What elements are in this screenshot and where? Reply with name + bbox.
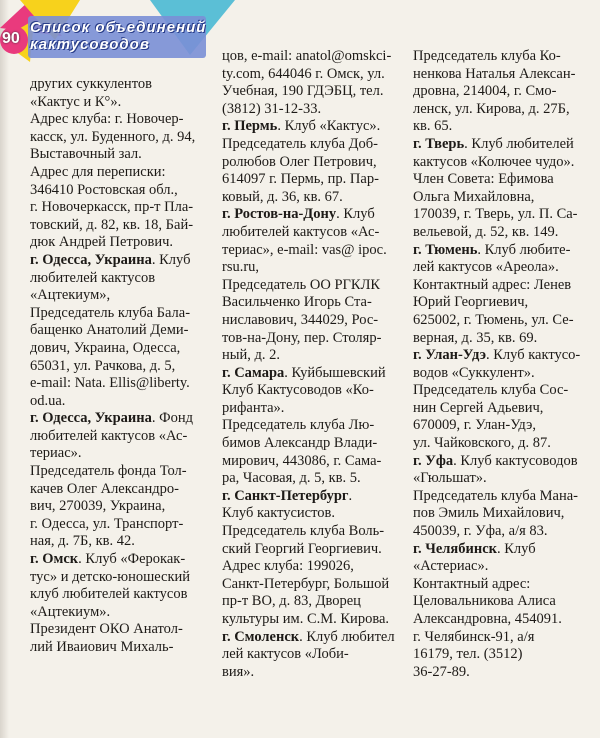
city-name: г. Пермь <box>222 118 278 135</box>
text-line <box>30 217 195 235</box>
line-text: вельевой, д. 52, кв. 149. <box>413 223 559 240</box>
line-text: Президент ОКО Анатол- <box>30 621 183 638</box>
text-line <box>413 206 580 224</box>
line-text: (3812) 31-12-33. <box>222 100 322 117</box>
line-text: Адрес для переписки: <box>30 163 166 180</box>
text-line <box>222 154 395 172</box>
city-name: г. Тюмень <box>413 241 478 258</box>
text-line <box>30 111 195 129</box>
line-text: дович, Украина, Одесса, <box>30 339 181 356</box>
text-line <box>413 382 580 400</box>
city-name: г. Ростов-на-Дону <box>222 206 337 223</box>
text-line <box>222 593 395 611</box>
text-line <box>222 488 395 506</box>
city-name: г. Одесса, Украина <box>30 410 152 427</box>
line-text: . Клуб <box>497 540 536 557</box>
text-line <box>30 621 195 639</box>
line-text: Председатель клуба Сос- <box>413 382 569 399</box>
text-line <box>30 322 195 340</box>
line-text: 16179, тел. (3512) <box>413 646 523 663</box>
line-text: Целовальникова Алиса <box>413 593 556 610</box>
line-text: кв. 65. <box>413 118 453 135</box>
text-line <box>413 365 580 383</box>
line-text: Председатель ОО РГКЛК <box>222 276 381 293</box>
line-text: дровна, 214004, г. Смо- <box>413 83 557 100</box>
line-text: Председатель клуба Воль- <box>222 523 385 540</box>
line-text: лий Иваиович Михаль- <box>30 639 174 655</box>
text-line <box>222 417 395 435</box>
text-line <box>413 136 580 154</box>
line-text: Учебная, 190 ГДЭБЦ, тел. <box>222 83 384 100</box>
line-text: любителей кактусов <box>30 269 156 286</box>
line-text: «Гюльшат». <box>413 470 487 487</box>
line-text: культуры им. С.М. Кирова. <box>222 611 390 627</box>
text-line <box>30 410 195 428</box>
text-line <box>30 164 195 182</box>
line-text: тус» и детско-юношеский <box>30 568 191 585</box>
line-text: 36-27-89. <box>413 663 470 680</box>
page-spine-shadow <box>0 0 9 738</box>
text-line <box>413 453 580 471</box>
line-text: Контактный адрес: <box>413 575 531 592</box>
line-text: «Ацтекиум». <box>30 603 111 620</box>
text-line <box>413 330 580 348</box>
city-name: г. Смоленск <box>222 628 300 645</box>
section-title <box>30 19 206 53</box>
text-line <box>413 523 580 541</box>
line-text: ра, Часовая, д. 5, кв. 5. <box>222 470 361 487</box>
line-text: 625002, г. Тюмень, ул. Се- <box>413 311 574 328</box>
line-text: ленск, ул. Кирова, д. 27Б, <box>413 100 570 117</box>
text-line <box>30 639 195 657</box>
text-line <box>413 435 580 453</box>
line-text: Председатель клуба Лю- <box>222 417 375 434</box>
text-line <box>222 294 395 312</box>
text-line <box>222 505 395 523</box>
text-line <box>30 375 195 393</box>
text-line <box>413 347 580 365</box>
line-text: rsu.ru, <box>222 259 260 276</box>
line-text: 450039, г. Уфа, а/я 83. <box>413 523 548 540</box>
text-line <box>413 400 580 418</box>
text-line <box>222 242 395 260</box>
line-text: Ольга Михайловна, <box>413 188 535 205</box>
text-line <box>413 470 580 488</box>
line-text: Санкт-Петербург, Большой <box>222 575 390 592</box>
line-text: ский Георгий Георгиевич. <box>222 540 382 557</box>
line-text: териас», e-mail: vas@ ipoc. <box>222 241 387 258</box>
text-line <box>222 66 395 84</box>
text-line <box>222 101 395 119</box>
line-text: териас». <box>30 445 82 462</box>
line-text: «Кактус и К°». <box>30 93 122 110</box>
line-text: «Астериас». <box>413 558 489 575</box>
line-text: Клуб кактусистов. <box>222 505 335 522</box>
text-line <box>222 400 395 418</box>
line-text: тов-на-Дону, пер. Столяр- <box>222 329 382 346</box>
city-name: г. Омск <box>30 551 79 568</box>
text-line <box>222 312 395 330</box>
line-text: Адрес клуба: 199026, <box>222 558 354 575</box>
line-text: г. Челябинск-91, а/я <box>413 628 535 645</box>
text-line <box>30 533 195 551</box>
text-line <box>413 558 580 576</box>
line-text: Председатель клуба Ко- <box>413 48 561 64</box>
line-text: ty.com, 644046 г. Омск, ул. <box>222 65 385 82</box>
text-line <box>413 277 580 295</box>
text-line <box>30 604 195 622</box>
text-line <box>30 428 195 446</box>
text-line <box>30 270 195 288</box>
line-text: Выставочный зал. <box>30 146 142 163</box>
text-line <box>30 358 195 376</box>
text-line <box>30 305 195 323</box>
text-column-1 <box>30 76 195 657</box>
line-text: . Клуб <box>336 206 375 223</box>
line-text: лей кактусов «Лоби- <box>222 646 349 663</box>
line-text: Васильченко Игорь Ста- <box>222 294 372 311</box>
line-text: цов, e-mail: anatol@omskci- <box>222 48 392 64</box>
text-line <box>30 129 195 147</box>
line-text: любителей кактусов «Ас- <box>222 223 380 240</box>
line-text: Клуб Кактусоводов «Ко- <box>222 382 374 399</box>
line-text: 346410 Ростовская обл., <box>30 181 178 198</box>
text-line <box>222 558 395 576</box>
text-line <box>30 516 195 534</box>
text-line <box>413 629 580 647</box>
line-text: рифанта». <box>222 399 285 416</box>
text-line <box>413 171 580 189</box>
line-text: 670009, г. Улан-Удэ, <box>413 417 537 434</box>
text-line <box>413 541 580 559</box>
text-line <box>30 234 195 252</box>
line-text: Член Совета: Ефимова <box>413 171 554 188</box>
line-text: клуб любителей кактусов <box>30 586 188 603</box>
line-text: г. Одесса, ул. Транспорт- <box>30 515 184 532</box>
text-line <box>413 48 580 66</box>
line-text: . <box>348 487 353 504</box>
text-line <box>413 312 580 330</box>
text-line <box>30 340 195 358</box>
line-text: вия». <box>222 663 255 680</box>
city-name: г. Улан-Удэ <box>413 347 486 364</box>
page-number: 90 <box>2 30 20 47</box>
line-text: бащенко Анатолий Деми- <box>30 322 189 339</box>
section-title-line-2: кактусоводов <box>30 36 150 53</box>
text-line <box>413 593 580 611</box>
line-text: . Куйбышевский <box>284 364 386 381</box>
line-text: вич, 270039, Украина, <box>30 498 166 515</box>
text-line <box>222 470 395 488</box>
line-text: . Клуб любителей <box>464 135 574 152</box>
line-text: ул. Чайковского, д. 87. <box>413 435 551 452</box>
city-name: г. Уфа <box>413 452 454 469</box>
text-line <box>30 569 195 587</box>
text-line <box>413 259 580 277</box>
text-line <box>222 629 395 647</box>
line-text: Юрий Георгиевич, <box>413 294 529 311</box>
text-line <box>222 224 395 242</box>
text-line <box>30 146 195 164</box>
text-line <box>30 94 195 112</box>
line-text: Председатель фонда Тол- <box>30 463 187 480</box>
line-text: Председатель клуба Мана- <box>413 487 579 504</box>
line-text: кактусов «Колючее чудо». <box>413 153 575 170</box>
text-line <box>413 154 580 172</box>
line-text: товский, д. 82, кв. 18, Бай- <box>30 216 194 233</box>
text-line <box>413 664 580 682</box>
line-text: любителей кактусов «Ас- <box>30 427 188 444</box>
line-text: нин Сергей Адьевич, <box>413 399 544 416</box>
city-name: г. Одесса, Украина <box>30 251 152 268</box>
line-text: 170039, г. Тверь, ул. П. Са- <box>413 206 578 223</box>
line-text: . Клуб любите- <box>477 241 571 258</box>
city-name: г. Санкт-Петербург <box>222 487 349 504</box>
line-text: ная, д. 7Б, кв. 42. <box>30 533 135 550</box>
text-line <box>30 252 195 270</box>
line-text: ролюбов Олег Петрович, <box>222 153 377 170</box>
line-text: г. Новочеркасск, пр-т Пла- <box>30 199 194 216</box>
line-text: Александровна, 454091. <box>413 611 562 627</box>
line-text: мирович, 443086, г. Сама- <box>222 452 382 469</box>
text-line <box>222 206 395 224</box>
text-line <box>222 171 395 189</box>
text-line <box>30 481 195 499</box>
text-line <box>222 83 395 101</box>
text-line <box>30 393 195 411</box>
text-line <box>222 664 395 682</box>
section-title-line-1: Список объединений <box>30 19 207 36</box>
line-text: бимов Александр Влади- <box>222 435 378 452</box>
text-line <box>222 347 395 365</box>
line-text: . Клуб кактусоводов <box>453 452 578 469</box>
section-header <box>0 0 240 72</box>
line-text: качев Олег Александро- <box>30 480 179 497</box>
text-column-2 <box>222 48 395 681</box>
text-line <box>413 118 580 136</box>
text-line <box>30 445 195 463</box>
line-text: Контактный адрес: Ленев <box>413 276 572 293</box>
text-line <box>30 551 195 569</box>
text-line <box>30 199 195 217</box>
text-line <box>30 287 195 305</box>
line-text: «Ацтекиум», <box>30 287 111 304</box>
text-line <box>413 242 580 260</box>
text-line <box>222 611 395 629</box>
text-line <box>222 48 395 66</box>
line-text: ниславович, 344029, Рос- <box>222 311 379 328</box>
text-line <box>30 586 195 604</box>
text-line <box>413 224 580 242</box>
city-name: г. Тверь <box>413 135 465 152</box>
line-text: Председатель клуба Доб- <box>222 135 379 152</box>
text-column-3 <box>413 48 580 681</box>
text-line <box>222 277 395 295</box>
line-text: ный, д. 2. <box>222 347 281 364</box>
text-line <box>413 576 580 594</box>
text-line <box>30 498 195 516</box>
text-line <box>413 189 580 207</box>
text-line <box>222 365 395 383</box>
text-line <box>413 488 580 506</box>
text-line <box>30 76 195 94</box>
line-text: ковый, д. 36, кв. 67. <box>222 188 343 205</box>
text-line <box>413 611 580 629</box>
text-line <box>222 136 395 154</box>
line-text: касск, ул. Буденного, д. 94, <box>30 128 196 145</box>
text-line <box>222 118 395 136</box>
line-text: . Фонд <box>151 410 193 427</box>
line-text: ненкова Наталья Алексан- <box>413 65 576 82</box>
line-text: верная, д. 35, кв. 69. <box>413 329 538 346</box>
text-line <box>30 463 195 481</box>
line-text: лей кактусов «Ареола». <box>413 259 559 276</box>
line-text: . Клуб «Ферокак- <box>78 551 186 568</box>
line-text: пр-т ВО, д. 83, Дворец <box>222 593 361 610</box>
line-text: водов «Суккулент». <box>413 364 535 381</box>
text-line <box>222 330 395 348</box>
line-text: дюк Андрей Петрович. <box>30 234 174 251</box>
text-line <box>222 189 395 207</box>
line-text: пов Эмиль Михайлович, <box>413 505 565 522</box>
text-line <box>413 66 580 84</box>
line-text: . Клуб «Кактус». <box>277 118 381 135</box>
line-text: . Клуб кактусо- <box>485 347 581 364</box>
text-line <box>222 259 395 277</box>
text-line <box>413 83 580 101</box>
line-text: 65031, ул. Рачкова, д. 5, <box>30 357 176 374</box>
line-text: Адрес клуба: г. Новочер- <box>30 111 184 128</box>
text-line <box>222 382 395 400</box>
line-text: . Клуб <box>151 251 191 268</box>
text-line <box>30 182 195 200</box>
text-line <box>413 646 580 664</box>
text-line <box>222 435 395 453</box>
line-text: 614097 г. Пермь, пр. Пар- <box>222 171 379 188</box>
text-line <box>413 294 580 312</box>
line-text: Председатель клуба Бала- <box>30 304 191 321</box>
line-text: e-mail: Nata. Ellis@liberty. <box>30 375 190 392</box>
city-name: г. Челябинск <box>413 540 498 557</box>
text-line <box>222 523 395 541</box>
text-line <box>222 646 395 664</box>
line-text: других суккулентов <box>30 76 152 92</box>
text-line <box>222 576 395 594</box>
city-name: г. Самара <box>222 364 285 381</box>
text-line <box>413 417 580 435</box>
text-line <box>222 453 395 471</box>
line-text: od.ua. <box>30 392 66 409</box>
text-line <box>413 101 580 119</box>
text-line <box>413 505 580 523</box>
text-line <box>222 541 395 559</box>
line-text: . Клуб любител <box>299 628 395 645</box>
